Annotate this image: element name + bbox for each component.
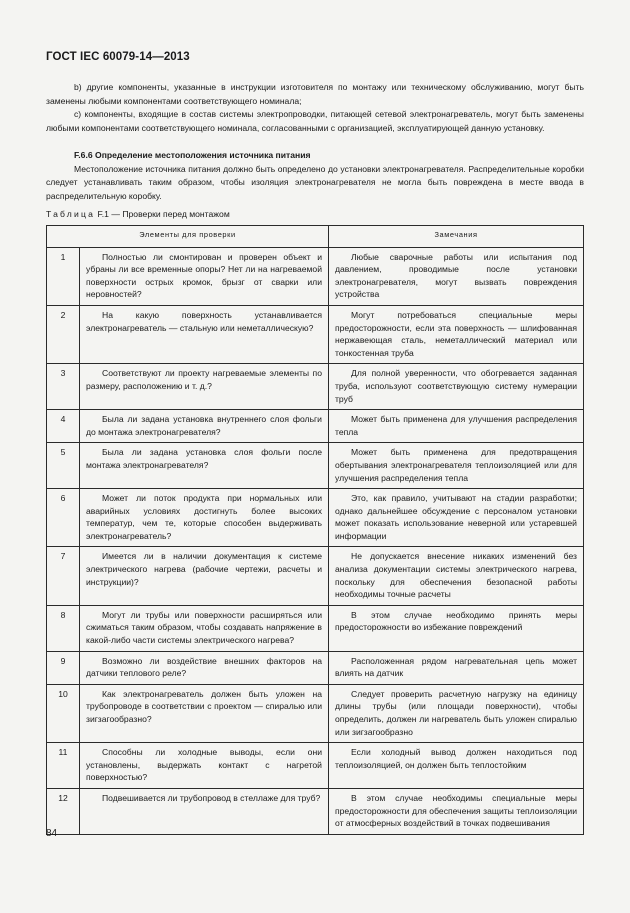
- table-row: [47, 305, 584, 363]
- row-remark: [329, 547, 584, 605]
- row-check-item: [80, 247, 329, 305]
- section-heading: F.6.6 Определение местоположения источника питания: [74, 150, 311, 160]
- table-caption: [46, 209, 230, 219]
- paragraph-c: [46, 108, 584, 135]
- check-item-text: Как электронагреватель должен быть уложен на трубопроводе в соответствии с проектом — спиралью или зигзагообразно?: [86, 688, 322, 724]
- section-f66: [46, 149, 584, 203]
- row-remark: [329, 743, 584, 789]
- row-remark: [329, 788, 584, 834]
- check-item-text: Может ли поток продукта при нормальных или аварийных условиях достигнуть более высоких температур, чем те, которые способен выдерживать электронагреватель?: [86, 493, 322, 541]
- remark-text: Может быть применена для предотвращения обертывания электронагревателя теплоизоляцией или для улучшения распределения тепла: [335, 447, 577, 483]
- table-row: [47, 489, 584, 547]
- table-row: [47, 743, 584, 789]
- row-check-item: [80, 305, 329, 363]
- row-remark: [329, 605, 584, 651]
- row-number: 8: [47, 605, 80, 651]
- table-body: [47, 247, 584, 834]
- check-item-text: Полностью ли смонтирован и проверен объект и убраны ли все временные опоры? Нет ли на нагреваемой поверхности острых кромок, брызг от сварки или неровностей?: [86, 251, 322, 300]
- row-number: 5: [47, 443, 80, 489]
- row-number: 9: [47, 651, 80, 684]
- remark-text: Следует проверить расчетную нагрузку на единицу длины трубы (или площади поверхности), чтобы определить, должен ли нагреватель быть уложен спиралью или зигзагообразно: [335, 688, 577, 737]
- row-number: 10: [47, 684, 80, 742]
- row-remark: [329, 410, 584, 443]
- remark-text: Это, как правило, учитывают на стадии разработки; однако дальнейшее обсуждение с персоналом установки может показать использование неверной или устаревшей информации: [335, 493, 577, 541]
- remark-text: В этом случае необходимо принять меры предосторожности во избежание повреждений: [335, 609, 577, 633]
- row-remark: [329, 364, 584, 410]
- table-row: [47, 788, 584, 834]
- row-check-item: [80, 547, 329, 605]
- table-caption-label: Таблица: [46, 209, 96, 219]
- check-item-text: На какую поверхность устанавливается электронагреватель — стальную или неметаллическую?: [86, 309, 322, 333]
- remark-text: Любые сварочные работы или испытания под давлением, проводимые после установки электронагревателя, могут вызвать повреждения устройства: [335, 251, 577, 300]
- check-item-text: Имеется ли в наличии документация к системе электрического нагрева (рабочие чертежи, расчеты и инструкции)?: [86, 551, 322, 587]
- row-check-item: [80, 788, 329, 834]
- table-header-row: [47, 226, 584, 248]
- check-item-text: Была ли задана установка слоя фольги после монтажа электронагревателя?: [86, 447, 322, 470]
- row-check-item: [80, 605, 329, 651]
- table-row: [47, 547, 584, 605]
- row-number: 11: [47, 743, 80, 789]
- checks-table: [46, 225, 584, 835]
- remark-text: В этом случае необходимы специальные меры предосторожности для обеспечения защиты теплоизоляции от атмосферных воздействий в точках подвешивания: [335, 792, 577, 829]
- row-remark: [329, 684, 584, 742]
- remark-text: Может быть применена для улучшения распределения тепла: [335, 414, 577, 437]
- check-item-text: Соответствуют ли проекту нагреваемые элементы по размеру, расположению и т. д.?: [86, 368, 322, 391]
- row-remark: [329, 651, 584, 684]
- table-row: [47, 247, 584, 305]
- remark-text: Расположенная рядом нагревательная цепь может влиять на датчик: [335, 655, 577, 679]
- remark-text: Если холодный вывод должен находиться под теплоизоляцией, он должен быть теплостойким: [335, 747, 577, 770]
- document-header: ГОСТ IEC 60079-14—2013: [46, 51, 190, 63]
- table-row: [47, 410, 584, 443]
- check-item-text: Могут ли трубы или поверхности расширяться или сжиматься таким образом, чтобы создавать напряжение в какой-либо части системы электрического нагрева?: [86, 609, 322, 646]
- row-check-item: [80, 489, 329, 547]
- row-check-item: [80, 651, 329, 684]
- page-number: 84: [46, 828, 58, 839]
- row-number: 3: [47, 364, 80, 410]
- row-number: 4: [47, 410, 80, 443]
- row-remark: [329, 247, 584, 305]
- table-row: [47, 684, 584, 742]
- table-caption-text: F.1 — Проверки перед монтажом: [95, 209, 230, 219]
- column-header-items: Элементы для проверки: [47, 226, 329, 248]
- check-item-text: Была ли задана установка внутреннего слоя фольги до монтажа электронагревателя?: [86, 414, 322, 437]
- row-number: 1: [47, 247, 80, 305]
- row-remark: [329, 443, 584, 489]
- check-item-text: Способны ли холодные выводы, если они установлены, выдержать контакт с нагретой поверхностью?: [86, 747, 322, 783]
- row-number: 7: [47, 547, 80, 605]
- table-row: [47, 605, 584, 651]
- row-remark: [329, 489, 584, 547]
- row-check-item: [80, 410, 329, 443]
- paragraph-b-text: b) другие компоненты, указанные в инструкции изготовителя по монтажу или техническому обслуживанию, могут быть заменены любыми компонентами соответствующего номинала;: [46, 82, 584, 106]
- row-remark: [329, 305, 584, 363]
- paragraph-location: Местоположение источника питания должно быть определено до установки электронагревателя. Распределительные коробки следует устанавливать таким образом, чтобы изоляция электронагревателя не могла быть повреждена в месте ввода в распределительную коробку.: [46, 163, 584, 201]
- row-check-item: [80, 443, 329, 489]
- row-number: 6: [47, 489, 80, 547]
- row-check-item: [80, 684, 329, 742]
- remark-text: Для полной уверенности, что обогревается заданная труба, используют соответствующую систему нумерации труб: [335, 368, 577, 404]
- row-number: 2: [47, 305, 80, 363]
- check-item-text: Возможно ли воздействие внешних факторов на датчики теплового реле?: [86, 655, 322, 679]
- row-number: 12: [47, 788, 80, 834]
- paragraph-b: [46, 81, 584, 108]
- paragraph-c-text: c) компоненты, входящие в состав системы электропроводки, питающей сетевой электронагреватель, могут быть заменены любыми компонентами соответствующего номинала, согласованными с организацией, эксплуатирующей данную установку.: [46, 109, 584, 133]
- column-header-notes: Замечания: [329, 226, 584, 248]
- table-row: [47, 443, 584, 489]
- remark-text: Могут потребоваться специальные меры предосторожности, если эта поверхность — шлифованная нержавеющая сталь, неметаллический материал или тонкостенная труба: [335, 309, 577, 358]
- table-row: [47, 651, 584, 684]
- remark-text: Не допускается внесение никаких изменений без анализа документации системы электрического нагрева, поскольку для обеспечения безопасной работы необходимы точные расчеты: [335, 551, 577, 600]
- row-check-item: [80, 364, 329, 410]
- table-row: [47, 364, 584, 410]
- row-check-item: [80, 743, 329, 789]
- check-item-text: Подвешивается ли трубопровод в стеллаже для труб?: [102, 792, 321, 803]
